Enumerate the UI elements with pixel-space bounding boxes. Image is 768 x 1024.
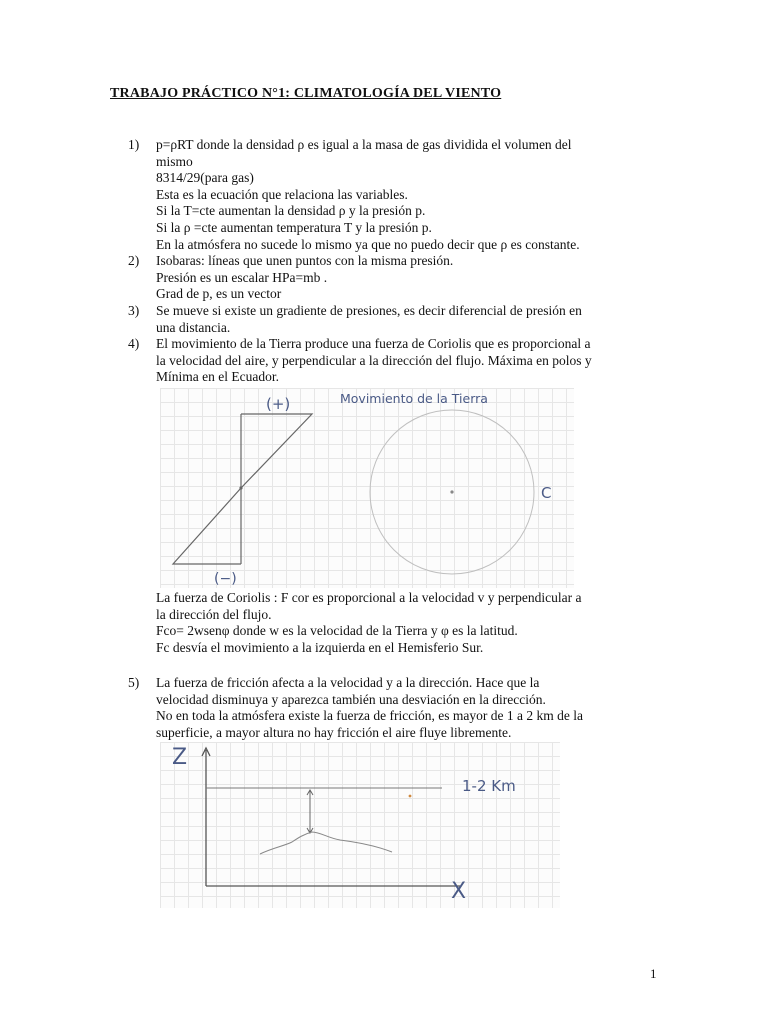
item-line: la velocidad del aire, y perpendicular a la dirección del flujo. Máxima en polos y (156, 352, 592, 368)
height-label: 1-2 Km (462, 777, 516, 795)
item-line: velocidad disminuya y aparezca también una desviación en la dirección. (156, 691, 546, 707)
item-number: 3) (128, 302, 140, 318)
list-block-3 (128, 675, 668, 741)
x-label: X (451, 879, 467, 904)
item-line: Fco= 2wsenφ donde w es la velocidad de la Tierra y φ es la latitud. (156, 623, 518, 639)
list-item-3 (128, 303, 668, 336)
item-number: 1) (128, 137, 140, 152)
c-label: C (541, 484, 552, 502)
list-item-2 (128, 253, 668, 303)
item-line: La fuerza de Coriolis : F cor es proporcional a la velocidad v y perpendicular a (156, 590, 582, 605)
friction-sketch (160, 742, 560, 908)
item-number: 4) (128, 336, 140, 352)
plus-label: (+) (266, 395, 291, 413)
item-line: mismo (156, 153, 193, 169)
item-line: Mínima en el Ecuador. (156, 369, 279, 385)
item-line: Isobaras: líneas que unen puntos con la misma presión. (156, 253, 454, 269)
item-line: La fuerza de fricción afecta a la velocidad y a la dirección. Hace que la (156, 675, 540, 690)
page-title: TRABAJO PRÁCTICO N°1: CLIMATOLOGÍA DEL VIENTO (110, 86, 502, 101)
item-number: 2) (128, 253, 140, 269)
item-number: 5) (128, 675, 140, 690)
item-line: 8314/29(para gas) (156, 170, 254, 186)
item-line: una distancia. (156, 319, 231, 335)
terrain-line (260, 832, 392, 854)
minus-label: (−) (214, 571, 237, 587)
coriolis-figure (160, 388, 574, 588)
item-line: la dirección del flujo. (156, 606, 272, 622)
item-line: Presión es un escalar HPa=mb . (156, 269, 328, 285)
list-item-4-continued (128, 590, 668, 656)
item-line: Fc desvía el movimiento a la izquierda en el Hemisferio Sur. (156, 639, 484, 655)
item-line: Esta es la ecuación que relaciona las variables. (156, 186, 408, 202)
list-item-1 (128, 137, 668, 253)
item-line: p=ρRT donde la densidad ρ es igual a la masa de gas dividida el volumen del (156, 137, 572, 152)
item-line: El movimiento de la Tierra produce una fuerza de Coriolis que es proporcional a (156, 336, 591, 352)
positive-force-line (241, 414, 312, 488)
mark-dot (409, 795, 412, 798)
coriolis-sketch (160, 388, 574, 588)
list-block-2 (128, 590, 668, 656)
list-block-1 (128, 137, 668, 386)
page-number: 1 (650, 966, 657, 981)
friction-figure (160, 742, 560, 908)
list-item-5 (128, 675, 668, 741)
item-line: En la atmósfera no sucede lo mismo ya que no puedo decir que ρ es constante. (156, 236, 580, 252)
earth-center-dot (450, 490, 453, 493)
item-line: Si la T=cte aumentan la densidad ρ y la presión p. (156, 203, 426, 219)
center-dot (239, 486, 242, 489)
list-item-4 (128, 336, 668, 386)
item-line: Si la ρ =cte aumentan temperatura T y la presión p. (156, 219, 432, 235)
item-line: Se mueve si existe un gradiente de presiones, es decir diferencial de presión en (156, 302, 582, 318)
item-line: Grad de p, es un vector (156, 286, 282, 302)
item-line: No en toda la atmósfera existe la fuerza de fricción, es mayor de 1 a 2 km de la (156, 708, 583, 724)
item-line: superficie, a mayor altura no hay fricción el aire fluye libremente. (156, 724, 512, 740)
z-label: Z (172, 745, 188, 770)
negative-force-line (173, 488, 241, 564)
earth-heading: Movimiento de la Tierra (340, 391, 488, 406)
